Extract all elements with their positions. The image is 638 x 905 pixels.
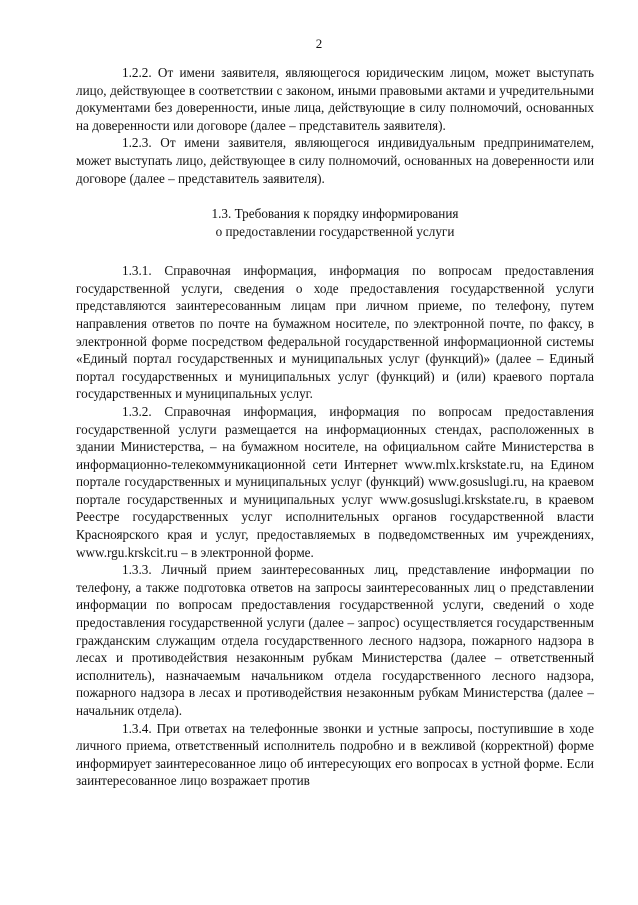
paragraph-1-2-3: 1.2.3. От имени заявителя, являющегося индивидуальным предпринимателем, может выступать лицо, действующее в силу полномочий, основанных на доверенности или договоре (далее – представитель заявителя). [76,135,594,186]
paragraph-1-3-1: 1.3.1. Справочная информация, информация по вопросам предоставления государственной услуги, сведения о ходе предоставления государственной услуги представляются заинтересованным лицам при личном приеме, по телефону, путем направления ответов по почте на бумажном носителе, по электронной почте, по факсу, в электронной форме посредством федеральной государственной информационной системы «Единый портал государственных и муниципальных услуг (функций)» (далее – Единый портал государственных и муниципальных услуг (функций) и (или) краевого портала государственных и муниципальных услуг. [76,263,594,402]
page-number: 2 [315,36,323,51]
section-title-line2: о предоставлении государственной услуги [215,224,455,240]
paragraph-1-3-4: 1.3.4. При ответах на телефонные звонки и устные запросы, поступившие в ходе личного приема, ответственный исполнитель подробно и в вежливой (корректной) форме информирует заинтересованное лицо об интересующих его вопросах в устной форме. Если заинтересованное лицо возражает против [76,720,594,789]
paragraph-1-3-3: 1.3.3. Личный прием заинтересованных лиц, представление информации по телефону, а также подготовка ответов на запросы заинтересованных лиц о представлении информации по вопросам предоставления государственной услуги, сведений о ходе предоставления государственной услуги (далее – запрос) осуществляется государственным гражданским служащим отдела государственного лесного надзора, пожарного надзора в лесах и противодействия незаконным рубкам Министерства (далее – ответственный исполнитель), назначаемым начальником отдела государственного лесного надзора, пожарного надзора в лесах и противодействия незаконным рубкам Министерства (далее – начальник отдела). [76,562,594,718]
paragraph-1-2-2: 1.2.2. От имени заявителя, являющегося юридическим лицом, может выступать лицо, действующее в соответствии с законом, иными правовыми актами и учредительными документами без доверенности, иные лица, действующие в силу полномочий, основанных на доверенности или договоре (далее – представитель заявителя). [76,65,594,133]
paragraph-1-3-2: 1.3.2. Справочная информация, информация по вопросам предоставления государственной услуги размещается на информационных стендах, расположенных в здании Министерства, – на бумажном носителе, на официальном сайте Министерства в информационно-телекоммуникационной сети Интернет www.mlx.krskstate.ru, на Едином портале государственных и муниципальных услуг (функций) www.gosuslugi.ru, на краевом портале государственных и муниципальных услуг www.gosuslugi.krskstate.ru, в краевом Реестре государственных услуг исполнительных органов государственной власти Красноярского края и услуг, предоставляемых в подведомственных им учреждениях, www.rgu.krskcit.ru – в электронной форме. [76,403,594,560]
document-body [76,64,594,790]
section-title [76,205,594,241]
section-title-line1: 1.3. Требования к порядку информирования [211,206,459,222]
